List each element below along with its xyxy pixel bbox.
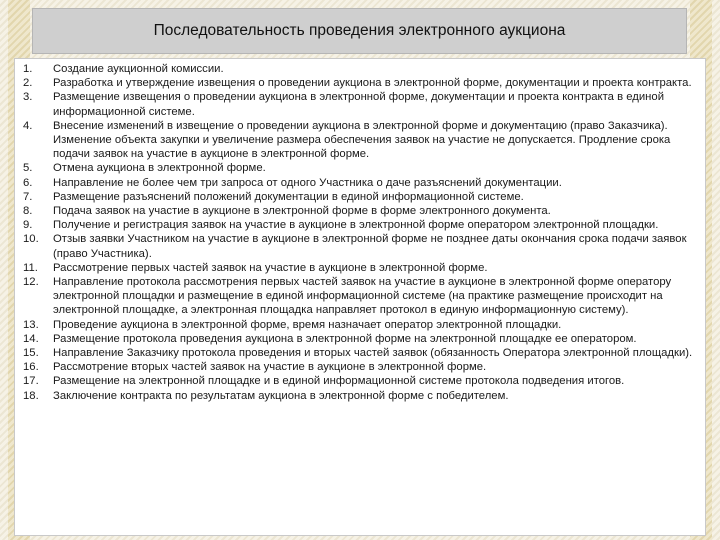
step-item — [23, 389, 695, 403]
step-number: 2. — [23, 77, 33, 90]
step-text: Получение и регистрация заявок на участие в аукционе в электронной форме оператором электронной площадки. — [53, 219, 659, 232]
step-text: Рассмотрение первых частей заявок на участие в аукционе в электронной форме. — [53, 261, 488, 274]
step-number: 7. — [23, 190, 33, 203]
step-item — [23, 332, 695, 346]
step-text: Размещение на электронной площадке и в единой информационной системе протокола подведения итогов. — [53, 375, 625, 388]
step-item — [23, 176, 695, 190]
step-number: 6. — [23, 176, 33, 189]
step-number: 10. — [23, 233, 39, 246]
step-number: 13. — [23, 318, 39, 331]
step-text: Заключение контракта по результатам аукциона в электронной форме с победителем. — [53, 389, 509, 402]
step-number: 8. — [23, 205, 33, 218]
step-item — [23, 190, 695, 204]
step-item — [23, 161, 695, 175]
step-number: 11. — [23, 261, 38, 274]
step-text: Направление Заказчику протокола проведения и вторых частей заявок (обязанность Оператора электронной площадки). — [53, 347, 693, 360]
step-number: 9. — [23, 219, 33, 232]
step-text: Направление протокола рассмотрения первых частей заявок на участие в аукционе в электронной форме оператору электронной площадки и размещение в единой информационной системе (на практике размещение происходит на электронной площадке, а электронная площадка направляет протокол в единую информационную систему). — [53, 276, 672, 317]
step-number: 16. — [23, 361, 39, 374]
step-item — [23, 76, 695, 90]
step-text: Внесение изменений в извещение о проведении аукциона в электронной форме и документацию (право Заказчика). Изменение объекта закупки и увеличение размера обеспечения заявок на участие не допускается. Продление срока подачи заявок на участие в аукционе в электронной форме. — [53, 119, 671, 161]
step-text: Направление не более чем три запроса от одного Участника о даче разъяснений документации. — [53, 176, 562, 189]
step-text: Подача заявок на участие в аукционе в электронной форме в форме электронного документа. — [53, 205, 551, 218]
steps-panel — [14, 58, 706, 536]
step-item — [23, 119, 695, 162]
step-item — [23, 90, 695, 118]
step-number: 3. — [23, 91, 33, 104]
step-text: Разработка и утверждение извещения о проведении аукциона в электронной форме, документации и проекта контракта. — [53, 77, 692, 90]
title-banner — [32, 8, 687, 54]
step-number: 18. — [23, 389, 39, 402]
step-number: 4. — [23, 119, 33, 132]
step-text: Размещение протокола проведения аукциона в электронной форме на электронной площадке ее оператором. — [53, 332, 637, 345]
page-title: Последовательность проведения электронного аукциона — [153, 22, 566, 39]
step-item — [23, 360, 695, 374]
step-item — [23, 261, 695, 275]
step-item — [23, 204, 695, 218]
step-item — [23, 218, 695, 232]
step-text: Рассмотрение вторых частей заявок на участие в аукционе в электронной форме. — [53, 361, 487, 374]
step-text: Создание аукционной комиссии. — [53, 63, 224, 75]
step-item — [23, 346, 695, 360]
step-text: Отмена аукциона в электронной форме. — [53, 162, 266, 175]
step-item — [23, 232, 695, 260]
step-number: 12. — [23, 276, 39, 289]
step-number: 1. — [23, 63, 33, 75]
step-item — [23, 374, 695, 388]
step-text: Проведение аукциона в электронной форме, время назначает оператор электронной площадки. — [53, 318, 562, 331]
step-item — [23, 318, 695, 332]
step-number: 17. — [23, 375, 39, 388]
steps-list — [23, 62, 695, 403]
step-number: 15. — [23, 347, 39, 360]
step-text: Размещение разъяснений положений документации в единой информационной системе. — [53, 190, 524, 203]
step-item — [23, 62, 695, 76]
step-item — [23, 275, 695, 318]
step-text: Размещение извещения о проведении аукциона в электронной форме, документации и проекта контракта в единой информационной системе. — [53, 91, 665, 118]
step-text: Отзыв заявки Участником на участие в аукционе в электронной форме не позднее даты окончания срока подачи заявок (право Участника). — [53, 233, 687, 260]
step-number: 5. — [23, 162, 33, 175]
step-number: 14. — [23, 332, 39, 345]
